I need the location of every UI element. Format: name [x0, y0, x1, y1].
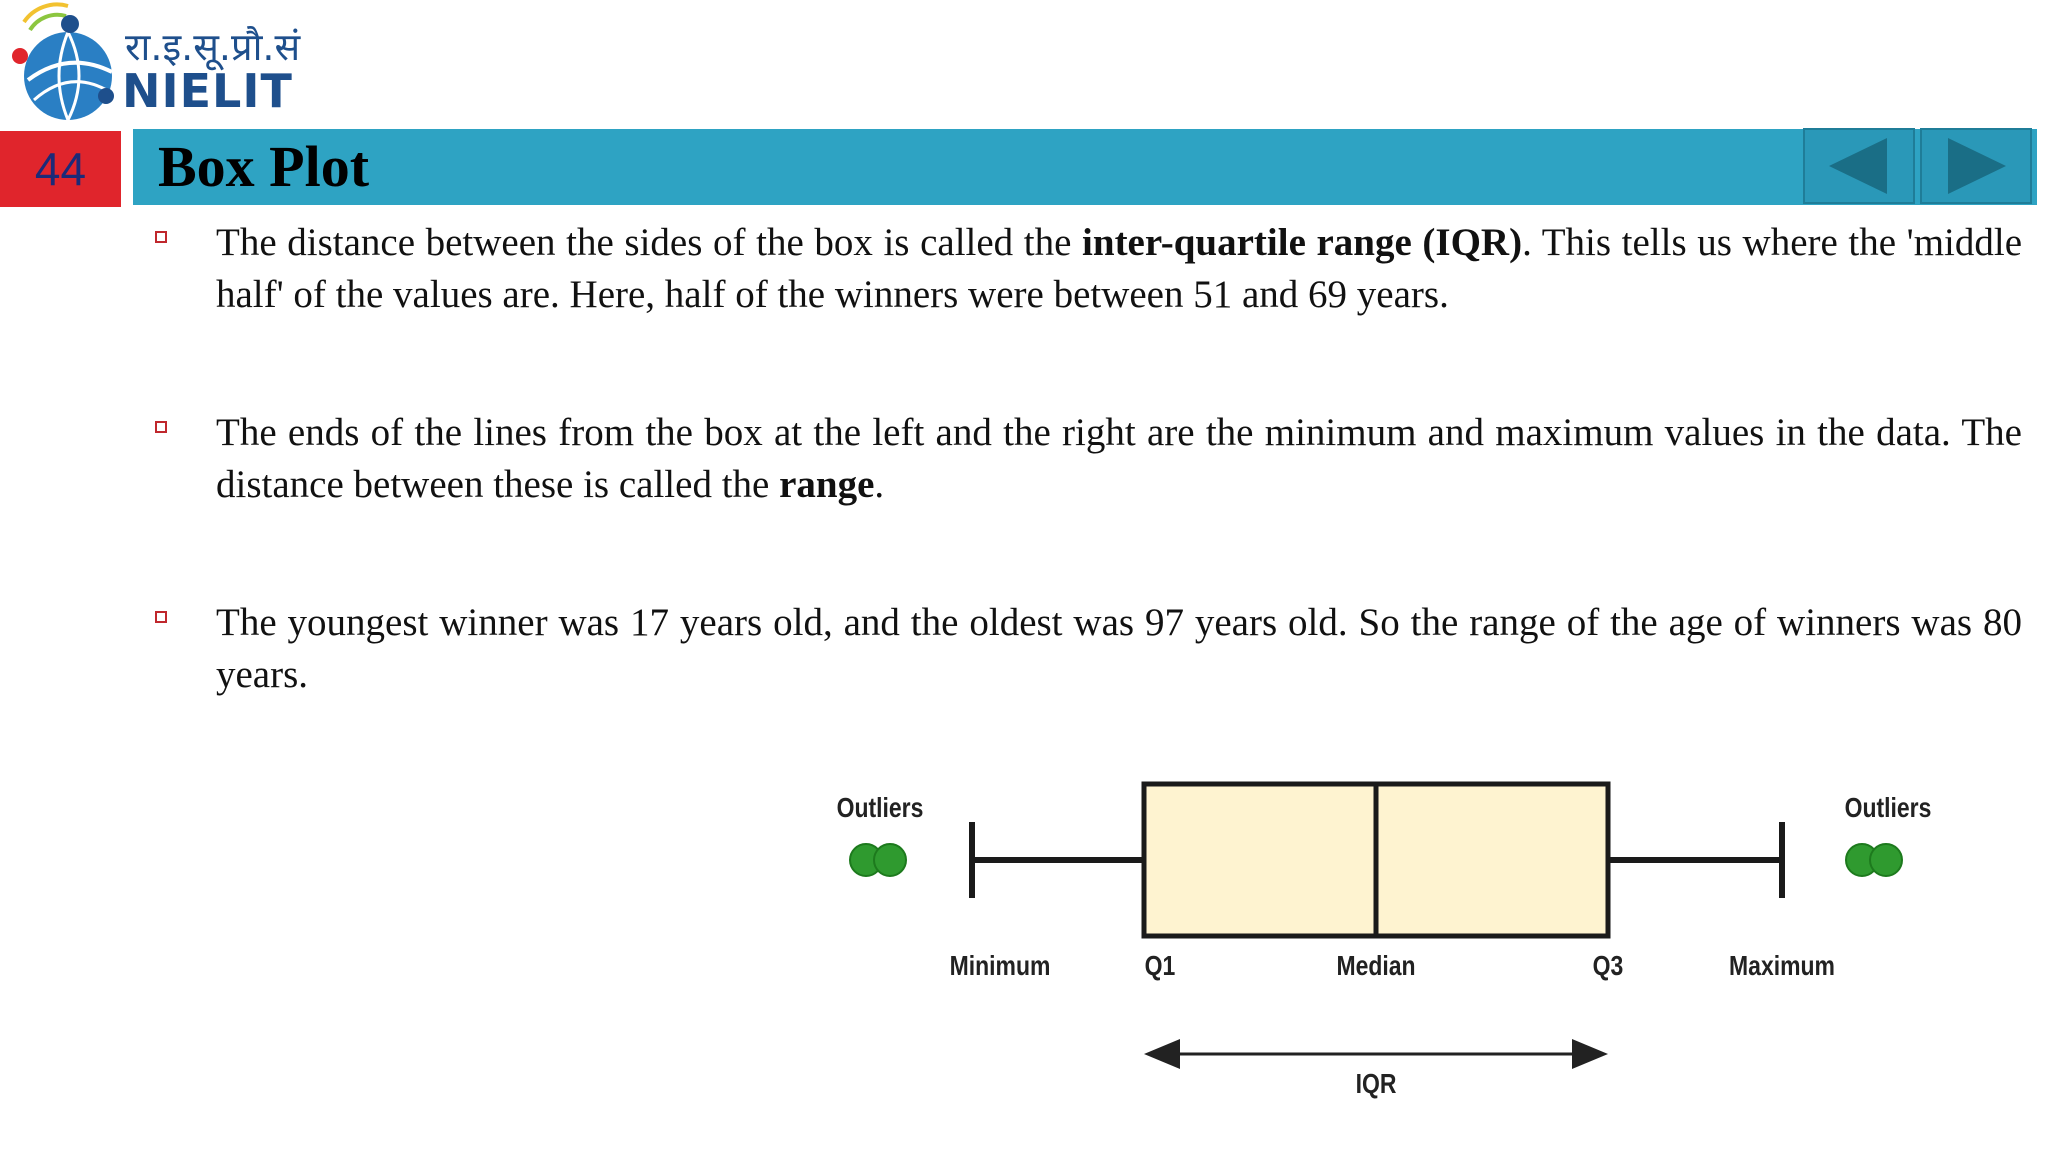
previous-slide-button[interactable] [1803, 128, 1915, 204]
maximum-label: Maximum [1729, 950, 1835, 981]
triangle-left-icon [1805, 130, 1913, 202]
square-bullet-icon [155, 611, 167, 623]
bold-term: range [779, 463, 875, 506]
box-plot-graphic [820, 770, 1960, 1110]
nielit-logo [10, 0, 310, 122]
logo-name-text: NIELIT [122, 64, 293, 118]
bullet-text: The distance between the sides of the box is called the inter-quartile range (IQR). This tells us where the 'middle half' of the values are. Here, half of the winners were between 51 and 69 years. [216, 221, 2023, 316]
outliers-right-label: Outliers [1844, 792, 1932, 823]
q3-label: Q3 [1592, 950, 1624, 981]
outliers-left-label: Outliers [836, 792, 924, 823]
next-slide-button[interactable] [1920, 128, 2032, 204]
title-bar [133, 129, 2037, 205]
square-bullet-icon [155, 231, 167, 243]
logo-hindi-text: रा.इ.सू.प्रौ.सं [125, 25, 301, 69]
iqr-label: IQR [1355, 1068, 1397, 1099]
bold-term: inter-quartile range (IQR) [1082, 221, 1523, 264]
page-title: Box Plot [158, 134, 370, 199]
triangle-right-icon [1922, 130, 2030, 202]
outlier-right-2 [1870, 844, 1902, 876]
slide-number: 44 [0, 131, 121, 207]
median-label: Median [1336, 950, 1416, 981]
minimum-label: Minimum [949, 950, 1051, 981]
square-bullet-icon [155, 421, 167, 433]
box-plot-diagram [820, 770, 1960, 1110]
q1-label: Q1 [1144, 950, 1176, 981]
bullet-text: The youngest winner was 17 years old, and the oldest was 97 years old. So the range of the age of winners was 80 years. [216, 601, 2022, 696]
outlier-left-2 [874, 844, 906, 876]
bullet-text: The ends of the lines from the box at the left and the right are the minimum and maximum values in the data. The distance between these is called the range. [216, 411, 2022, 506]
globe-logo-icon [10, 0, 130, 122]
